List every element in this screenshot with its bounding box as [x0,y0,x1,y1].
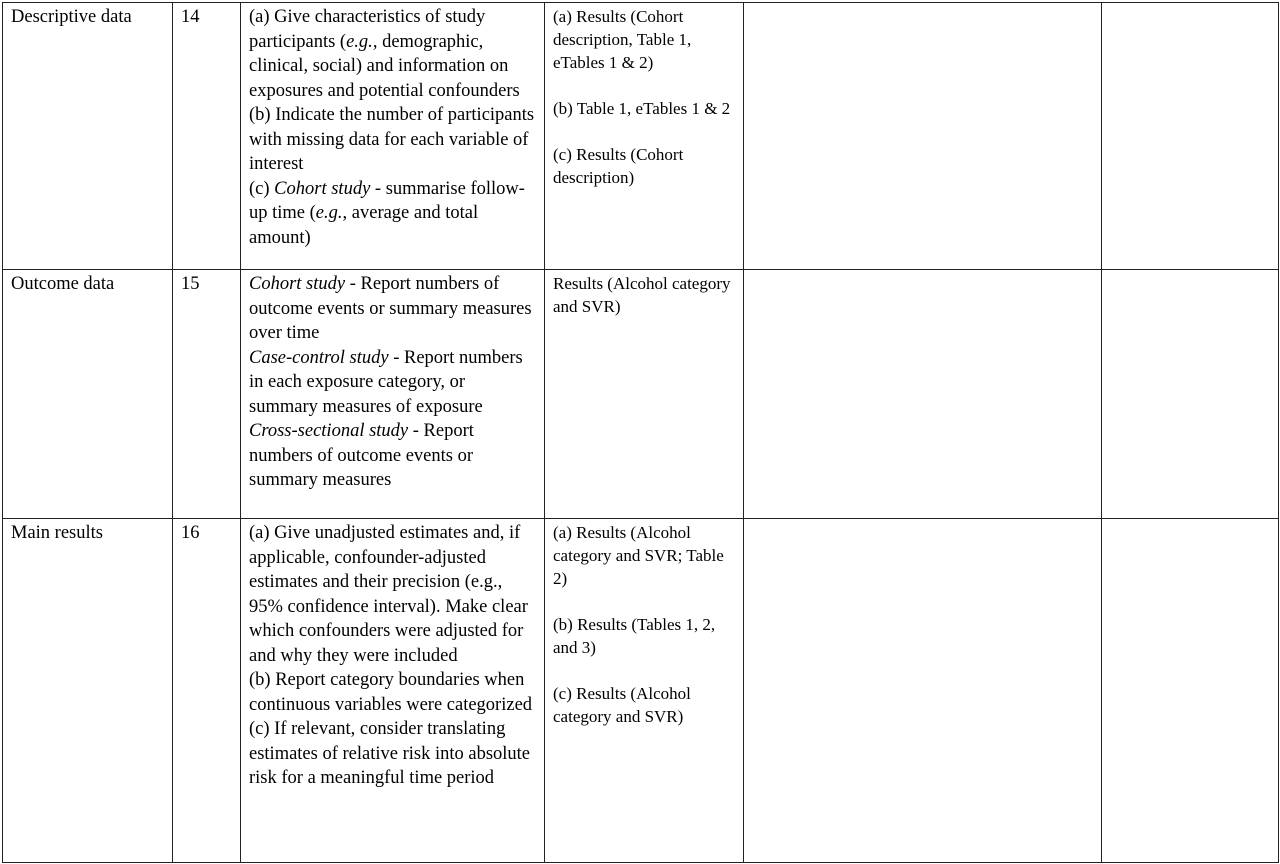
empty-cell [744,519,1102,863]
recommendation-line [249,346,536,420]
recommendation-cell [241,3,545,270]
location-entry: (c) Results (Alcohol category and SVR) [553,684,691,726]
recommendation-line: (b) Report category boundaries when continuous variables were categorized [249,670,533,715]
recommendation-line [249,103,536,177]
item-number-cell: 14 [173,3,241,270]
location-cell [545,519,744,863]
text-segment: - Report numbers of outcome events or summary measures over time [249,274,532,343]
empty-cell [1102,519,1279,863]
recommendation-cell [241,270,545,519]
strobe-checklist-table [2,2,1279,863]
table-row [3,270,1279,519]
recommendation-line [249,272,536,346]
text-segment: , average and total amount) [249,203,479,248]
location-cell [545,3,744,270]
text-segment: - Report numbers in each exposure category, or summary measures of exposure [249,347,523,417]
location-entry: (b) Results (Tables 1, 2, and 3) [553,615,716,657]
recommendation-line: (a) Give unadjusted estimates and, if applicable, confounder-adjusted estimates and their precision (e.g., 95% confidence interval). Make clear which confounders were adjusted for and why they were included [249,523,528,666]
table-row [3,519,1279,863]
item-name-cell: Descriptive data [3,3,173,270]
italic-segment: e.g. [346,31,373,52]
item-number-cell: 16 [173,519,241,863]
text-segment: (b) Indicate the number of participants with missing data for each variable of interest [249,105,535,174]
recommendation-line: (c) If relevant, consider translating estimates of relative risk into absolute risk for a meaningful time period [249,719,531,788]
recommendation-line [249,177,536,251]
italic-segment: Cohort study [249,274,346,294]
empty-cell [744,270,1102,519]
item-name-cell: Outcome data [3,270,173,519]
empty-cell [744,3,1102,270]
italic-segment: Case-control study [249,347,389,368]
empty-cell [1102,3,1279,270]
italic-segment: Cross-sectional study [249,421,409,441]
text-segment: , demographic, clinical, social) and information on exposures and potential confounders [249,31,520,101]
location-entry: (b) Table 1, eTables 1 & 2 [553,99,731,118]
italic-segment: Cohort study [274,178,371,199]
location-cell [545,270,744,519]
location-entry: Results (Alcohol category and SVR) [553,274,731,316]
location-entry: (a) Results (Cohort description, Table 1, eTables 1 & 2) [553,7,692,72]
recommendation-line [249,419,536,493]
location-entry: (c) Results (Cohort description) [553,145,684,187]
recommendation-line [249,5,536,103]
item-number-cell: 15 [173,270,241,519]
table-row [3,3,1279,270]
recommendation-cell [241,519,545,863]
text-segment: - Report numbers of outcome events or summary measures [249,421,474,490]
italic-segment: e.g. [315,203,343,223]
empty-cell [1102,270,1279,519]
item-name-cell: Main results [3,519,173,863]
text-segment: (a) Give characteristics of study participants ( [249,7,486,52]
text-segment: - summarise follow-up time ( [249,178,525,223]
text-segment: (c) [249,178,275,199]
location-entry: (a) Results (Alcohol category and SVR; Table 2) [553,523,724,588]
